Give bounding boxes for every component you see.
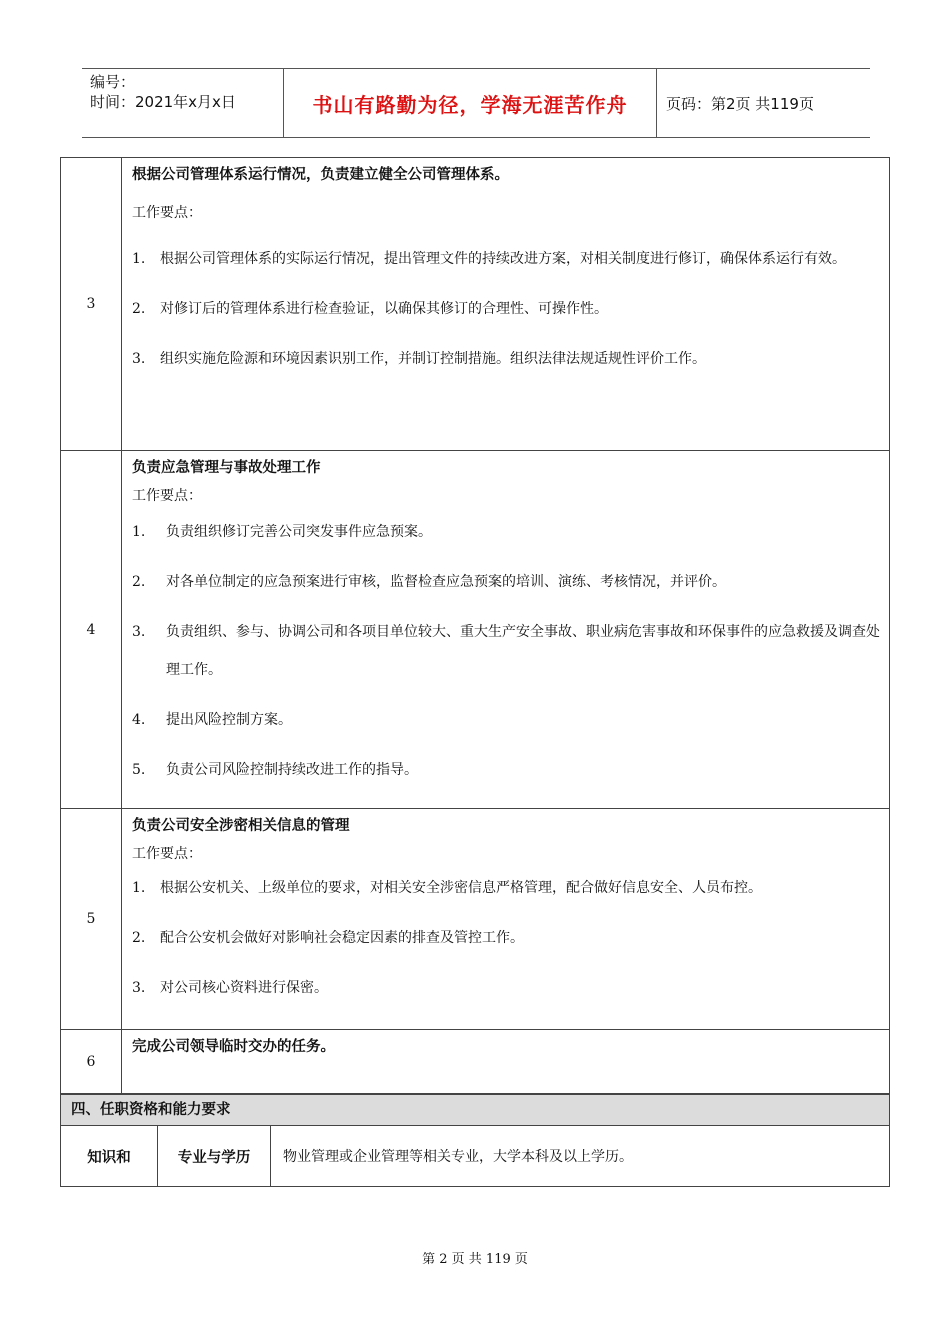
item-number: 2. — [132, 930, 146, 946]
header-motto-cell — [283, 69, 657, 137]
duty-row — [61, 451, 890, 809]
qualification-requirement: 物业管理或企业管理等相关专业，大学本科及以上学历。 — [283, 1149, 633, 1165]
duty-content — [122, 451, 890, 809]
page-info: 页码：第2页 共119页 — [666, 94, 814, 113]
list-item — [132, 290, 881, 328]
qualification-category: 知识和 — [61, 1126, 158, 1186]
item-text: 配合公安机会做好对影响社会稳定因素的排查及管控工作。 — [160, 930, 524, 946]
item-text: 组织实施危险源和环境因素识别工作，并制订控制措施。组织法律法规适规性评价工作。 — [160, 351, 706, 367]
item-text: 对各单位制定的应急预案进行审核，监督检查应急预案的培训、演练、考核情况，并评价。 — [166, 574, 726, 590]
item-text: 负责组织修订完善公司突发事件应急预案。 — [166, 524, 432, 540]
duty-title: 根据公司管理体系运行情况，负责建立健全公司管理体系。 — [132, 167, 509, 183]
item-number: 3. — [132, 624, 146, 640]
duty-content — [122, 1030, 890, 1094]
item-text: 根据公安机关、上级单位的要求，对相关安全涉密信息严格管理，配合做好信息安全、人员布控。 — [160, 880, 762, 896]
duty-row — [61, 158, 890, 451]
section-heading: 四、任职资格和能力要求 — [60, 1094, 890, 1126]
item-number: 3. — [132, 980, 146, 996]
duty-content — [122, 158, 890, 451]
duty-number: 6 — [61, 1030, 122, 1094]
motto: 书山有路勤为径，学海无涯苦作舟 — [312, 92, 628, 117]
header-page-cell — [656, 69, 870, 137]
duty-title: 负责公司安全涉密相关信息的管理 — [132, 818, 350, 834]
item-number: 5. — [132, 762, 146, 778]
item-text: 负责公司风险控制持续改进工作的指导。 — [166, 762, 418, 778]
qualification-row — [60, 1126, 890, 1187]
list-item — [132, 513, 881, 551]
document-header — [82, 68, 870, 138]
duty-subtitle: 工作要点： — [132, 205, 202, 221]
list-item — [132, 613, 881, 689]
item-number: 1. — [132, 251, 146, 267]
list-item — [132, 969, 881, 1007]
duty-subtitle: 工作要点： — [132, 846, 202, 862]
item-text: 根据公司管理体系的实际运行情况，提出管理文件的持续改进方案，对相关制度进行修订，确保体系运行有效。 — [160, 251, 846, 267]
qualification-type: 专业与学历 — [158, 1126, 271, 1186]
number-label: 编号： — [90, 73, 136, 91]
list-item — [132, 240, 881, 278]
item-number: 1. — [132, 524, 146, 540]
item-text: 对公司核心资料进行保密。 — [160, 980, 328, 996]
list-item — [132, 869, 881, 907]
duties-table — [60, 157, 890, 1094]
duty-subtitle: 工作要点： — [132, 488, 202, 504]
duty-number: 3 — [61, 158, 122, 451]
duty-row — [61, 809, 890, 1030]
item-number: 3. — [132, 351, 146, 367]
item-text: 提出风险控制方案。 — [166, 712, 292, 728]
duty-title: 负责应急管理与事故处理工作 — [132, 460, 321, 476]
duty-title: 完成公司领导临时交办的任务。 — [132, 1039, 335, 1055]
item-number: 4. — [132, 712, 146, 728]
list-item — [132, 701, 881, 739]
page-footer: 第 2 页 共 119 页 — [422, 1252, 528, 1267]
item-text: 负责组织、参与、协调公司和各项目单位较大、重大生产安全事故、职业病危害事故和环保事件的应急救援及调查处理工作。 — [166, 624, 880, 678]
duty-content — [122, 809, 890, 1030]
duty-row — [61, 1030, 890, 1094]
header-meta — [82, 69, 282, 137]
time-label: 时间：2021年x月x日 — [90, 93, 236, 111]
item-number: 2. — [132, 301, 146, 317]
item-text: 对修订后的管理体系进行检查验证，以确保其修订的合理性、可操作性。 — [160, 301, 608, 317]
list-item — [132, 340, 881, 378]
duty-number: 4 — [61, 451, 122, 809]
item-number: 1. — [132, 880, 146, 896]
duty-number: 5 — [61, 809, 122, 1030]
item-number: 2. — [132, 574, 146, 590]
list-item — [132, 563, 881, 601]
list-item — [132, 919, 881, 957]
list-item — [132, 751, 881, 789]
